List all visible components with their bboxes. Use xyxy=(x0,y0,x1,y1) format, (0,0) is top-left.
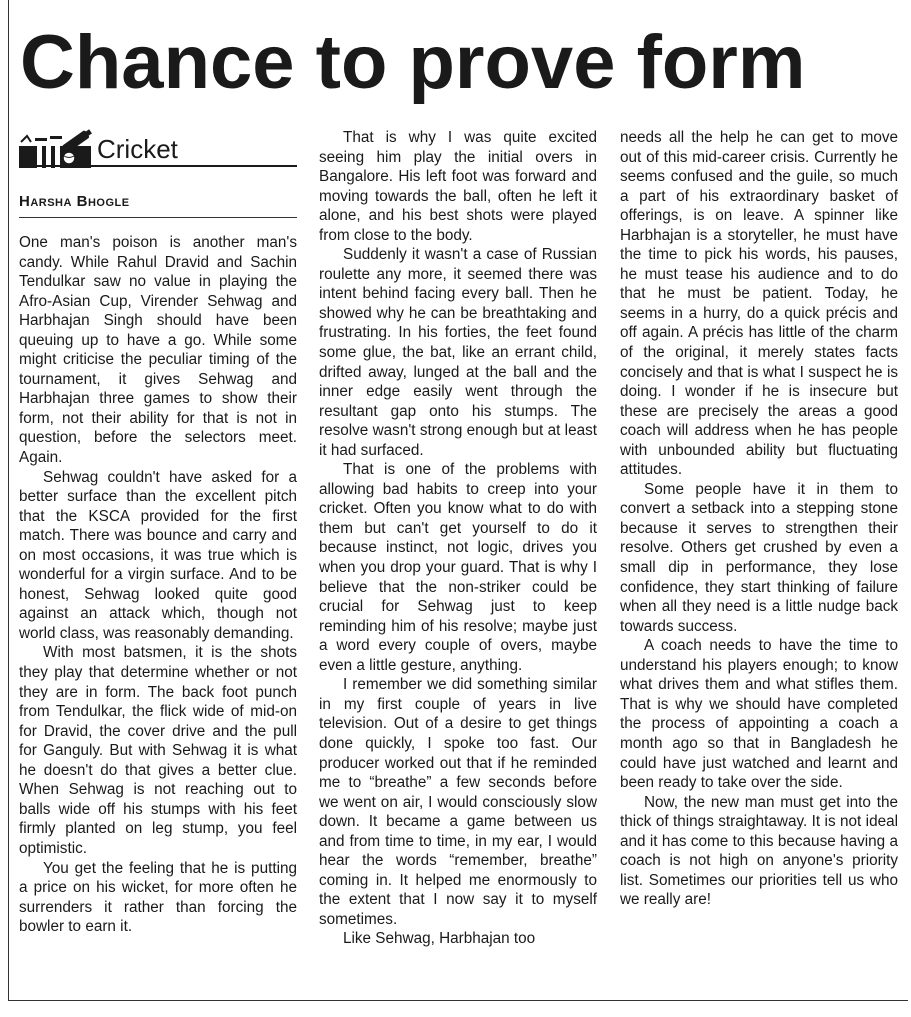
paragraph: That is one of the problems with allowing bad habits to creep into your cricket. Often you know what to do with them but can't get yourself to do it because instinct, not logic, drives you when you drop your guard. That is why I believe that the non-striker could be crucial for Sehwag just to keep reminding him of his resolve; maybe just a word every couple of overs, maybe even a little gesture, anything. xyxy=(319,461,597,674)
paragraph: One man's poison is another man's candy. While Rahul Dravid and Sachin Tendulkar saw no value in playing the Afro-Asian Cup, Virender Sehwag and Harbhajan Singh should have been queuing up to have a go. While some might criticise the peculiar timing of the tournament, it gives Sehwag and Harbhajan three games to show their form, not their ability for that is not in question, before the selectors meet. Again. xyxy=(19,234,297,467)
column-1-body xyxy=(19,233,297,937)
byline: Harsha Bhogle xyxy=(19,193,130,210)
section-tag xyxy=(19,128,297,170)
paragraph: A coach needs to have the time to understand his players enough; to know what drives them and what stifles them. That is why we should have completed the process of appointing a coach a month ago so that in Bangladesh he could have just watched and learnt and been ready to take over the side. xyxy=(620,637,898,792)
paragraph: I remember we did something similar in my first couple of years in live television. Out of a desire to get things done quickly, I spoke too fast. Our producer worked out that if he reminded me to “breathe” a few seconds before we went on air, I would consciously slow down. It became a game between us and from time to time, in my ear, I would hear the words “remember, breathe” coming in. It helped me enormously to the extent that I now say it to myself sometimes. xyxy=(319,676,597,928)
paragraph: That is why I was quite excited seeing him play the initial overs in Bangalore. His left foot was forward and moving towards the ball, often he left it alone, and his best shots were played from close to the body. xyxy=(319,129,597,244)
section-label: Cricket xyxy=(97,134,178,164)
bottom-rule xyxy=(8,1000,908,1001)
paragraph: needs all the help he can get to move out of this mid-career crisis. Currently he seems confused and the guile, so much a part of his extraordinary basket of offerings, is on leave. A spinner like Harbhajan is a storyteller, he must have the time to pick his words, his pauses, he must tease his audience and to do that he must be patient. Today, he seems in a hurry, do a quick précis and off again. A précis has little of the charm of the original, it merely states facts concisely and that is what I suspect he is doing. I wonder if he is insecure but these are precisely the areas a good coach will address when he has people with unbounded ability but fluctuating attitudes. xyxy=(620,129,898,479)
byline-rule xyxy=(19,217,297,218)
cricket-bat-ball-icon xyxy=(19,128,95,170)
paragraph: With most batsmen, it is the shots they play that determine whether or not they are in form. The back foot punch from Tendulkar, the flick wide of mid-on for Dravid, the cover drive and the pull for Ganguly. But with Sehwag it is what he doesn't do that gives a better clue. When Sehwag is not reaching out to balls wide off his stumps with his feet firmly planted on leg stump, you feel optimistic. xyxy=(19,644,297,857)
paragraph: Sehwag couldn't have asked for a better surface than the excellent pitch that the KSCA provided for the first match. There was bounce and carry and on most occasions, it was true which is wonderful for a virgin surface. And to be honest, Sehwag looked quite good against an attack which, though not world class, was reasonably demanding. xyxy=(19,468,297,642)
paragraph: Some people have it in them to convert a setback into a stepping stone because it serves to strengthen their resolve. Others get crushed by even a small dip in performance, they lose confidence, they start thinking of failure when all they need is a little nudge back towards success. xyxy=(620,480,898,635)
article-column-3 xyxy=(620,128,898,910)
section-underline xyxy=(19,165,297,167)
headline: Chance to prove form xyxy=(20,20,806,105)
left-column-rule xyxy=(8,0,9,1000)
paragraph: You get the feeling that he is putting a price on his wicket, for more often he surrenders it rather than forcing the bowler to earn it. xyxy=(19,859,297,936)
paragraph: Suddenly it wasn't a case of Russian roulette any more, it seemed there was intent behind facing every ball. Then he showed why he can be breathtaking and frustrating. In his forties, the feet found some glue, the bat, like an errant child, drifted away, lunged at the ball and the inner edge easily went through the resultant gap onto his stumps. The resolve wasn't strong enough but at least it had surfaced. xyxy=(319,246,597,459)
paragraph: Now, the new man must get into the thick of things straightaway. It is not ideal and it has come to this because having a coach is not high on anyone's priority list. Sometimes our priorities tell us who we really are! xyxy=(620,793,898,909)
article-column-2 xyxy=(319,128,597,949)
paragraph: Like Sehwag, Harbhajan too xyxy=(343,930,536,948)
